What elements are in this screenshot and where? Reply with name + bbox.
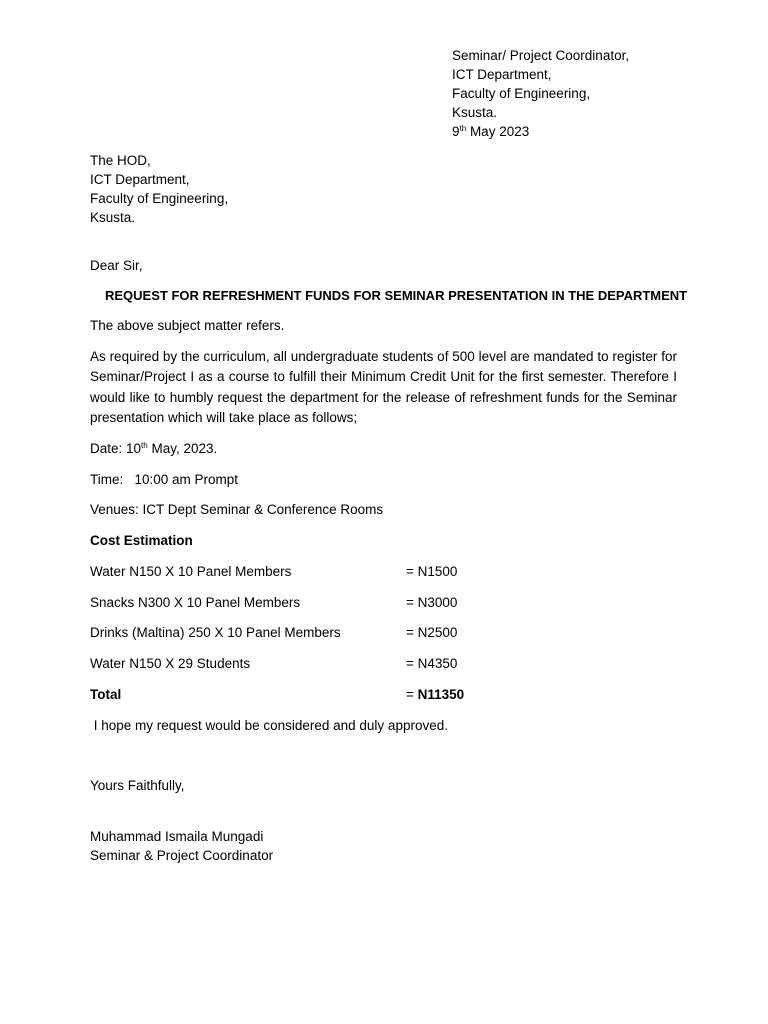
event-time: Time: 10:00 am Prompt [90,472,239,487]
letter-date [452,122,629,141]
sender-line-3: Faculty of Engineering, [452,86,591,101]
cost-total-prefix: = [406,687,418,702]
signoff: Yours Faithfully, [90,778,185,793]
event-date-prefix: Date: 10 [90,441,142,456]
sender-line-1: Seminar/ Project Coordinator, [452,48,630,63]
cost-item-amount: = N2500 [406,625,458,640]
event-date-rest: May, 2023. [147,441,218,456]
cost-item-label: Drinks (Maltina) 250 X 10 Panel Members [90,625,341,640]
sender-line-2: ICT Department, [452,67,552,82]
body-paragraph: As required by the curriculum, all undergraduate students of 500 level are mandated to register for Seminar/Project I as a course to fulfill their Minimum Credit Unit for the first semester. Therefore I would like to humbly request the department for the release of refreshment funds for the Seminar presentation which will take place as follows; [90,349,677,425]
intro-text: The above subject matter refers. [90,318,285,333]
letter-date-rest: May 2023 [466,124,530,139]
signatory-name: Muhammad Ismaila Mungadi [90,829,264,844]
signatory-title: Seminar & Project Coordinator [90,848,274,863]
event-date-suffix: th [141,441,148,450]
cost-item-label: Snacks N300 X 10 Panel Members [90,595,301,610]
recipient-address [90,151,228,227]
cost-item-label: Water N150 X 29 Students [90,656,251,671]
event-venue: Venues: ICT Dept Seminar & Conference Rooms [90,502,384,517]
sender-line-4: Ksusta. [452,105,498,120]
cost-item-amount: = N4350 [406,656,458,671]
cost-heading: Cost Estimation [90,533,193,548]
recipient-line-2: ICT Department, [90,172,190,187]
cost-item-amount: = N3000 [406,595,458,610]
recipient-line-3: Faculty of Engineering, [90,191,229,206]
signatory [90,827,273,865]
letter-date-day: 9 [452,124,460,139]
recipient-line-1: The HOD, [90,153,151,168]
closing-request: I hope my request would be considered and duly approved. [90,718,448,733]
letter-date-suffix: th [459,124,467,133]
cost-total-label: Total [90,687,122,702]
subject-heading: REQUEST FOR REFRESHMENT FUNDS FOR SEMINAR PRESENTATION IN THE DEPARTMENT [105,288,688,303]
cost-total-value: N11350 [417,687,465,702]
cost-item-label: Water N150 X 10 Panel Members [90,564,292,579]
salutation: Dear Sir, [90,258,143,273]
event-date [90,439,217,458]
sender-address [452,46,629,141]
cost-item-amount: = N1500 [406,564,458,579]
recipient-line-4: Ksusta. [90,210,136,225]
cost-total-amount [406,685,464,704]
